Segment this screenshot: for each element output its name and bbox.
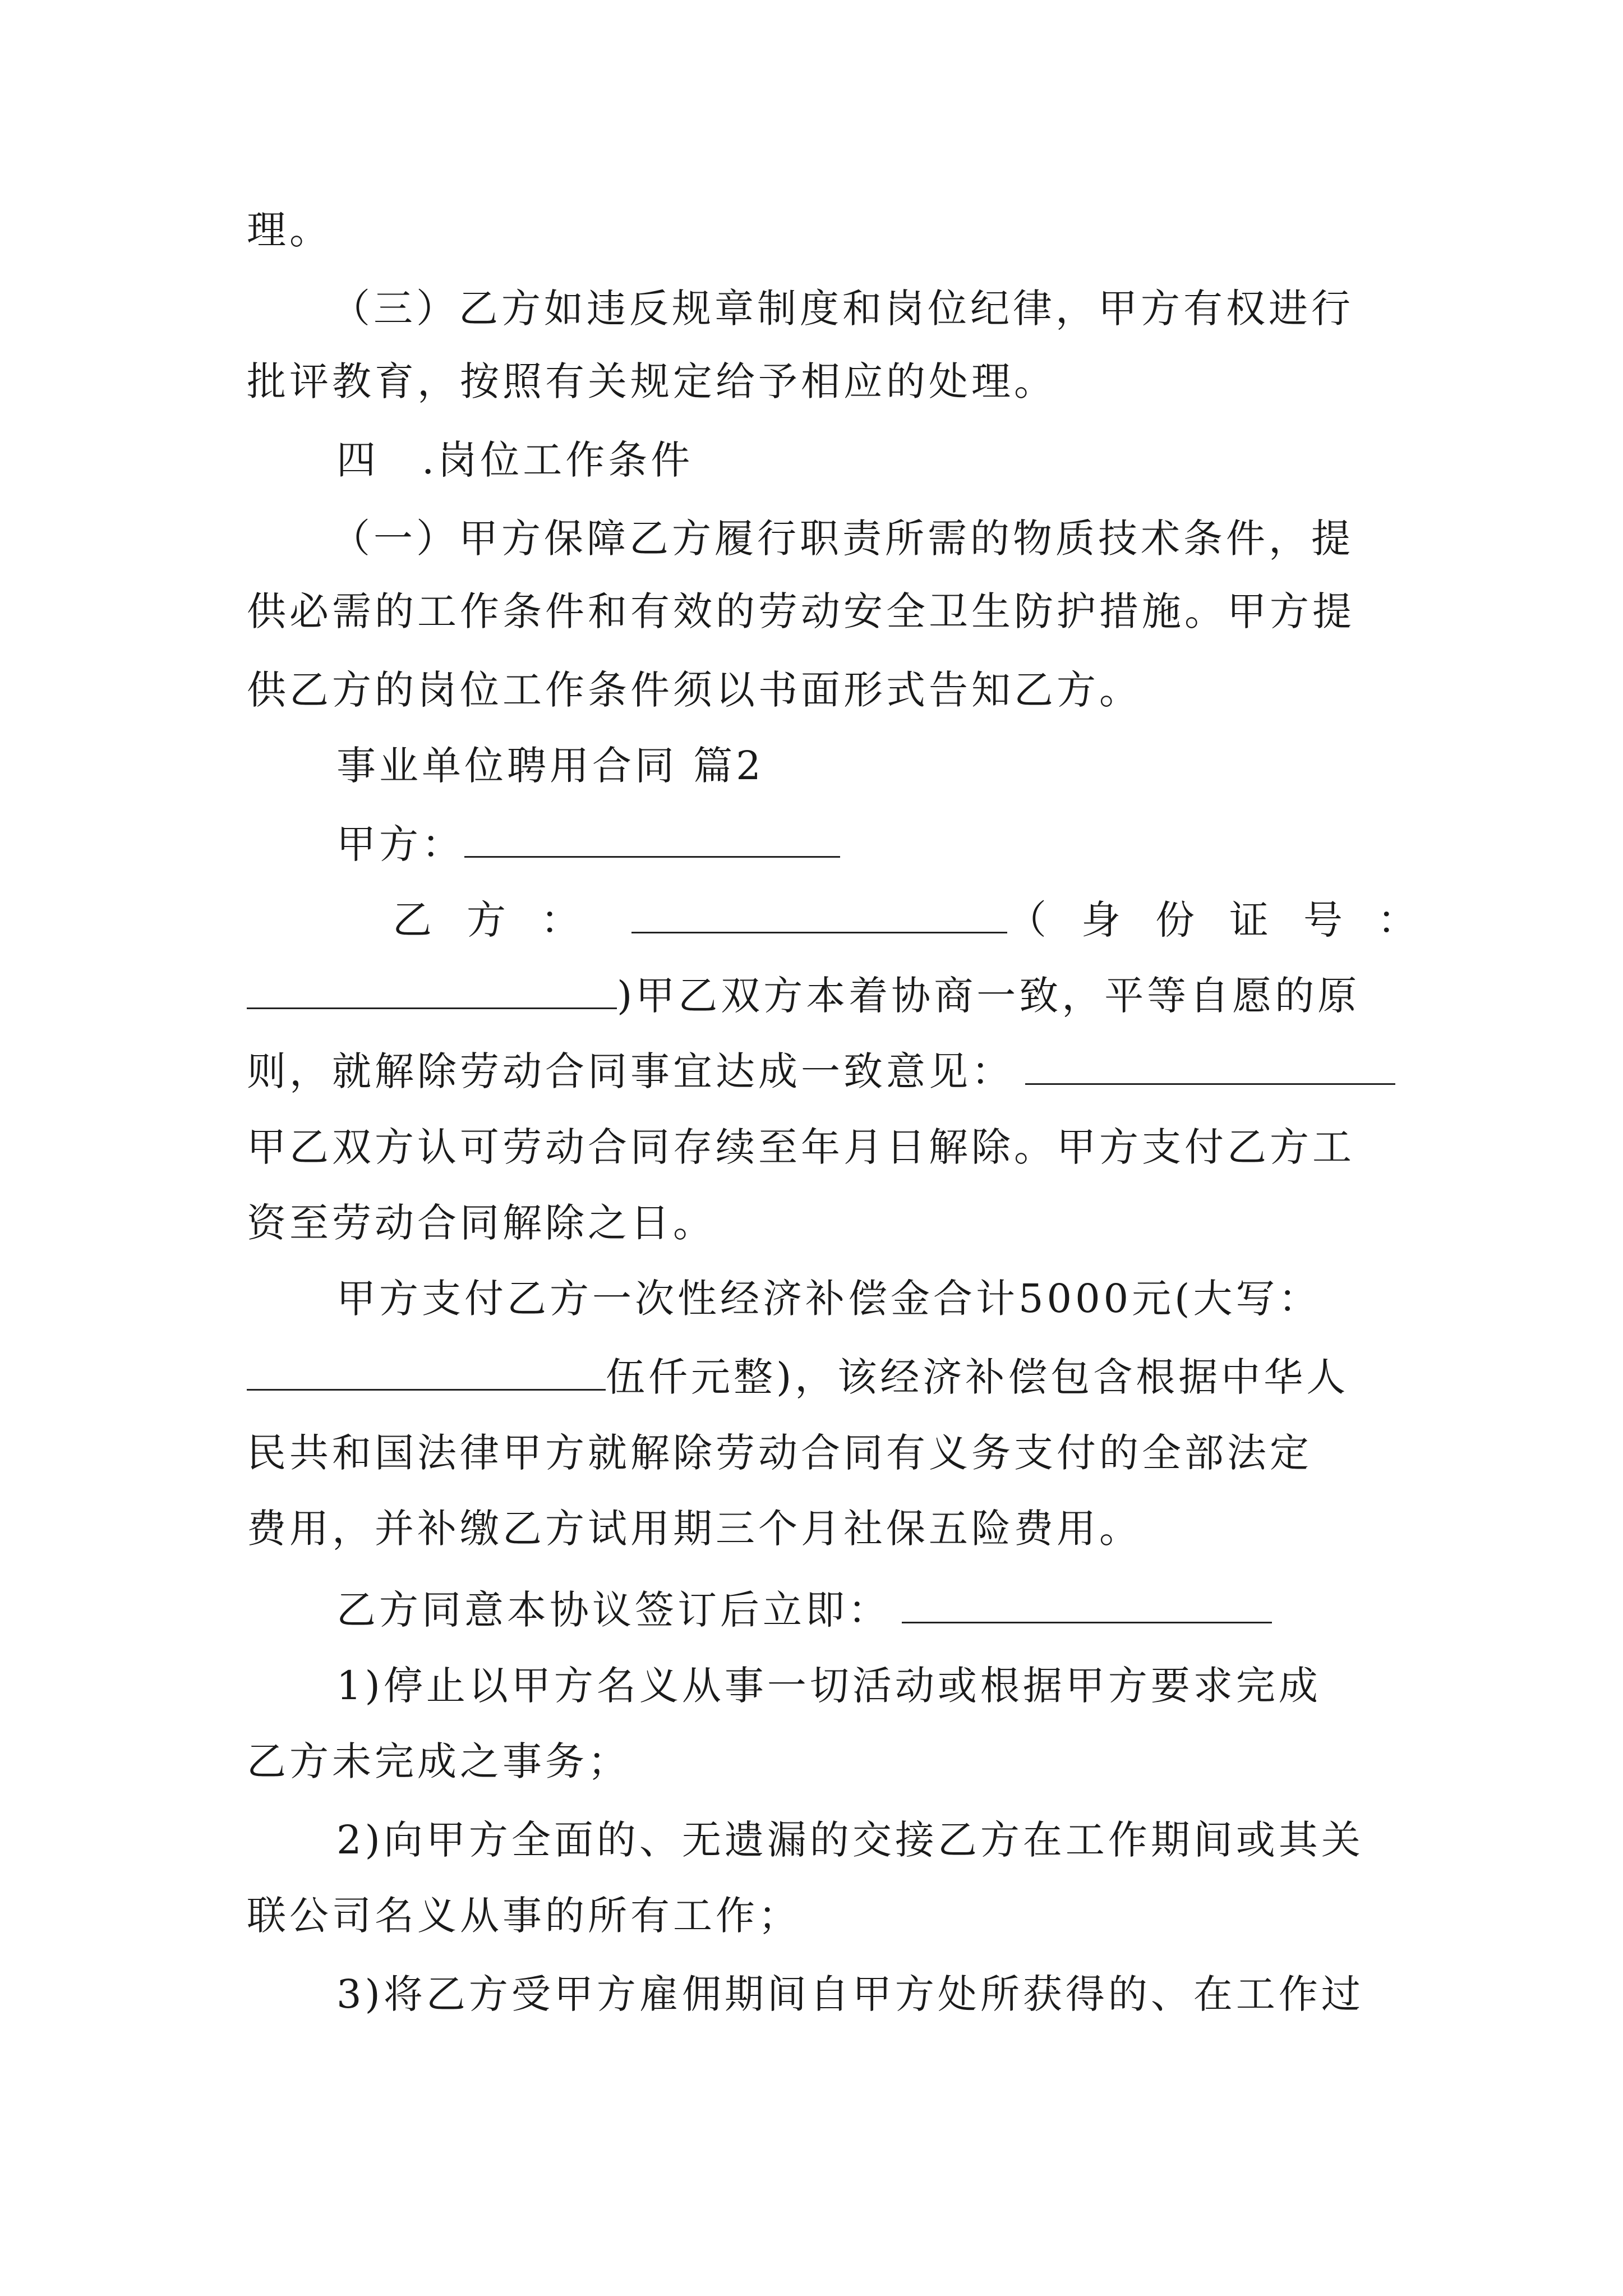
text-line: 批评教育，按照有关规定给予相应的处理。 — [247, 358, 1057, 404]
text-segment: 则，就解除劳动合同事宜达成一致意见： — [247, 1048, 1014, 1094]
text-line: 乙方未完成之事务； — [247, 1738, 630, 1784]
text-line — [247, 968, 1391, 1024]
amount-in-words-blank — [247, 1350, 606, 1391]
text-line: 供必需的工作条件和有效的劳动安全卫生防护措施。甲方提 — [247, 588, 1355, 634]
list-item: 3)将乙方受甲方雇佣期间自甲方处所获得的、在工作过 — [336, 1971, 1364, 2017]
party-a-blank — [464, 817, 840, 858]
agreement-blank — [1025, 1044, 1395, 1085]
text-line: 甲方支付乙方一次性经济补偿金合计5000元(大写： — [336, 1276, 1321, 1322]
text-line — [247, 1349, 1391, 1405]
text-line: 资至劳动合同解除之日。 — [247, 1200, 716, 1246]
text-segment: )甲乙双方本着协商一致，平等自愿的原 — [617, 973, 1361, 1019]
document-subtitle: 事业单位聘用合同 篇2 — [336, 743, 764, 789]
text-line — [247, 1043, 1391, 1099]
text-segment: 乙方同意本协议签订后立即： — [336, 1587, 891, 1633]
text-line — [336, 1582, 1481, 1638]
text-line: 费用，并补缴乙方试用期三个月社保五险费用。 — [247, 1506, 1142, 1552]
list-item: 2)向甲方全面的、无遗漏的交接乙方在工作期间或其关 — [336, 1817, 1364, 1863]
party-a-label: 甲方： — [336, 821, 464, 867]
party-b-label: 乙方： — [393, 897, 615, 943]
text-line: （三）乙方如违反规章制度和岗位纪律，甲方有权进行 — [331, 286, 1354, 332]
text-line: 供乙方的岗位工作条件须以书面形式告知乙方。 — [247, 667, 1142, 713]
party-a-line — [336, 816, 1481, 872]
party-b-line — [393, 892, 1451, 948]
id-number-blank — [247, 968, 617, 1009]
text-line: （一）甲方保障乙方履行职责所需的物质技术条件，提 — [331, 516, 1354, 562]
text-line: 联公司名义从事的所有工作； — [247, 1893, 801, 1939]
immediate-blank — [902, 1582, 1272, 1623]
text-line: 甲乙双方认可劳动合同存续至年月日解除。甲方支付乙方工 — [247, 1124, 1355, 1170]
list-item: 1)停止以甲方名义从事一切活动或根据甲方要求完成 — [336, 1663, 1321, 1709]
text-segment: 伍仟元整)，该经济补偿包含根据中华人 — [606, 1354, 1349, 1400]
text-line: 理。 — [247, 207, 332, 253]
party-b-blank — [631, 892, 1007, 933]
section-heading: 四 .岗位工作条件 — [336, 437, 694, 483]
id-number-label: （身份证号： — [1007, 897, 1451, 943]
text-line: 民共和国法律甲方就解除劳动合同有义务支付的全部法定 — [247, 1430, 1312, 1476]
